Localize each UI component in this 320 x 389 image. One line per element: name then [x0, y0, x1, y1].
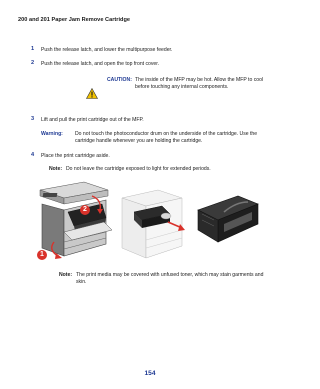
caution-line-2: before touching any internal components. — [135, 83, 229, 90]
step-1-number: 1 — [31, 46, 35, 52]
page-number: 154 — [144, 370, 156, 377]
step-2-text: Push the release latch, and open the top front cover. — [41, 60, 160, 67]
caution-triangle-icon — [86, 88, 98, 99]
note-1-text: Do not leave the cartridge exposed to light for extended periods. — [66, 165, 211, 172]
note-1-label: Note: — [49, 166, 63, 172]
warning-line-1: Do not touch the photoconductor drum on the underside of the cartridge. Use the — [75, 130, 258, 137]
note-2-line-1: The print media may be covered with unfused toner, which may stain garments and — [76, 271, 264, 278]
step-2-number: 2 — [31, 60, 35, 66]
callout-1-number: 1 — [40, 250, 44, 258]
cartridge-removal-illustration — [118, 184, 186, 264]
caution-label: CAUTION: — [107, 77, 132, 83]
print-cartridge-illustration — [194, 190, 262, 248]
callout-2-number: 2 — [83, 205, 87, 213]
step-3-text: Lift and pull the print cartridge out of the MFP. — [41, 116, 144, 123]
warning-line-2: cartridge handle whenever you are holding the cartridge. — [75, 137, 203, 144]
warning-label: Warning: — [41, 131, 63, 137]
caution-line-1: The inside of the MFP may be hot. Allow the MFP to cool — [135, 76, 264, 83]
note-2-label: Note: — [59, 272, 73, 278]
note-2-line-2: skin. — [76, 278, 87, 285]
page-title: 200 and 201 Paper Jam Remove Cartridge — [18, 17, 131, 23]
step-3-number: 3 — [31, 116, 35, 122]
step-4-text: Place the print cartridge aside. — [41, 152, 110, 159]
step-4-number: 4 — [31, 152, 35, 158]
step-1-text: Push the release latch, and lower the multipurpose feeder. — [41, 46, 173, 53]
